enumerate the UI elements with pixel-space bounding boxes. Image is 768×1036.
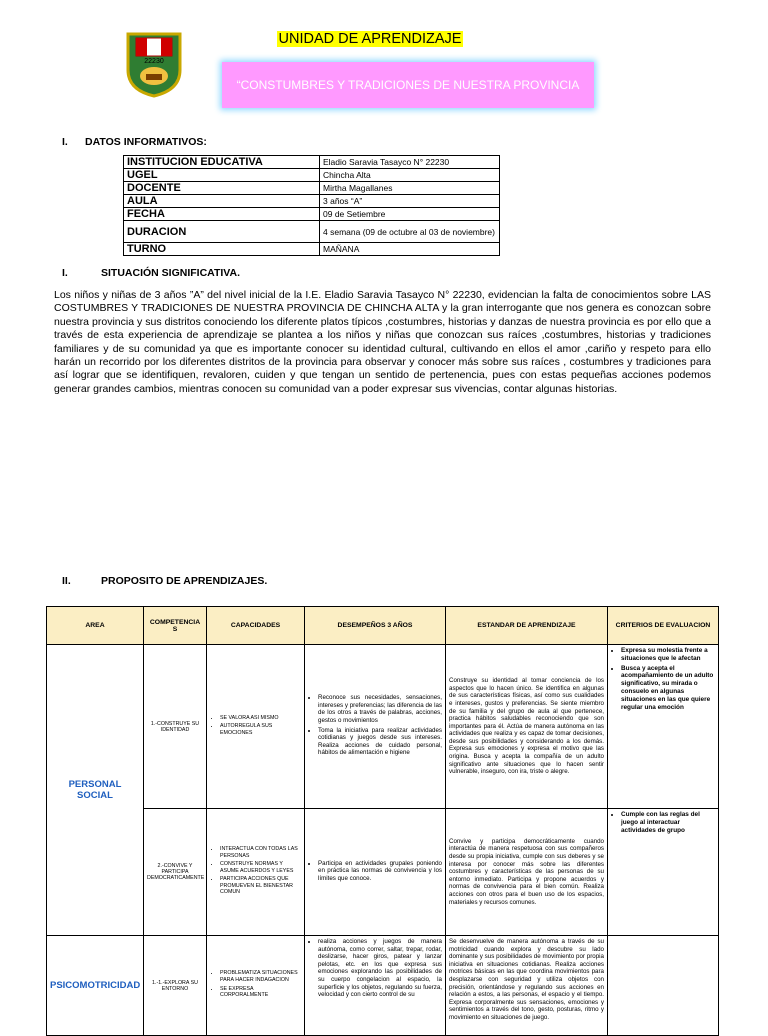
section-number: I. — [62, 267, 68, 279]
datos-value: 3 años “A” — [320, 195, 500, 208]
list-item: • realiza acciones y juegos de manera autónoma, como correr, saltar, trepar, rodar, deslizarse, hacer giros, patear y lanzar pelotas, etc. en los que expresa sus emociones explorando las posibilidades de su cuerpo congelacion al espacio, la superficie y los objetos, regulando su fuerza, velocidad y con cierto control de su — [318, 938, 442, 999]
desempenos-cell — [305, 645, 446, 809]
criterios-cell — [608, 936, 719, 1036]
desempenos-cell — [305, 936, 446, 1036]
table-row — [124, 195, 500, 208]
unit-subtitle-text: “CONSTUMBRES Y TRADICIONES DE NUESTRA PROVINCIA — [236, 78, 580, 92]
section-title: SITUACIÓN SIGNIFICATIVA. — [101, 267, 241, 279]
criterios-cell — [608, 645, 719, 809]
list-item: • Cumple con las reglas del juego al interactuar actividades de grupo — [621, 811, 715, 834]
capacidades-cell — [207, 645, 305, 809]
col-header-competencias: COMPETENCIA S — [144, 607, 207, 645]
desempenos-cell — [305, 809, 446, 936]
competencia-cell: 2.-CONVIVE Y PARTICIPA DEMOCRATICAMENTE — [144, 809, 207, 936]
list-item: • Participa en actividades grupales poniendo en práctica las normas de convivencia y los límites que conoce. — [318, 860, 442, 883]
datos-label: INSTITUCION EDUCATIVA — [124, 156, 320, 169]
datos-value: 4 semana (09 de octubre al 03 de noviembre) — [320, 221, 500, 243]
col-header-desempenos: DESEMPEÑOS 3 AÑOS — [305, 607, 446, 645]
datos-value: 09 de Setiembre — [320, 208, 500, 221]
section-title: DATOS INFORMATIVOS: — [85, 136, 207, 148]
competencia-cell: 1.-CONSTRUYE SU IDENTIDAD — [144, 645, 207, 809]
list-item: • SE VALORA ASI MISMO — [220, 715, 301, 722]
datos-value: Eladio Saravia Tasayco N° 22230 — [320, 156, 500, 169]
area-psicomotricidad: PSICOMOTRICIDAD — [47, 936, 144, 1036]
list-item: • AUTORREGULA SUS EMOCIONES — [220, 723, 301, 736]
datos-value: Chincha Alta — [320, 169, 500, 182]
datos-value: Mirtha Magallanes — [320, 182, 500, 195]
datos-label: UGEL — [124, 169, 320, 182]
list-item: • INTERACTUA CON TODAS LAS PERSONAS — [220, 846, 301, 859]
unit-title — [270, 30, 470, 48]
unit-subtitle-box — [222, 62, 594, 108]
list-item: • Expresa su molestia frente a situaciones que le afectan — [621, 647, 715, 663]
table-header-row — [47, 607, 719, 645]
table-row — [124, 169, 500, 182]
list-item: • SE EXPRESA CORPORALMENTE — [220, 986, 301, 999]
table-row — [124, 243, 500, 256]
estandar-cell: Convive y participa democráticamente cuando interactúa de manera respetuosa con sus compañeros desde su propia iniciativa, cumple con sus deberes y se interesa por conocer más sobre las diferentes costumbres y características de las personas de su entorno inmediato. Participa y propone acuerdos y normas de convivencia para el bien común. Realiza acciones con otros para el buen uso de los espacios, materiales y recursos comunes. — [446, 809, 608, 936]
table-row — [124, 208, 500, 221]
table-row — [47, 936, 719, 1036]
proposito-table — [46, 606, 719, 1036]
datos-table — [123, 155, 500, 256]
unit-title-text: UNIDAD DE APRENDIZAJE — [278, 31, 462, 47]
datos-label: AULA — [124, 195, 320, 208]
datos-value: MAÑANA — [320, 243, 500, 256]
col-header-capacidades: CAPACIDADES — [207, 607, 305, 645]
situacion-paragraph: Los niños y niñas de 3 años ”A” del nivel inicial de la I.E. Eladio Saravia Tasayco N° 22230, evidencian la falta de conocimientos sobre LAS COSTUMBRES Y TRADICIONES DE NUESTRA PROVINCIA DE CHINCHA ALTA y la gran interrogante que nos genera es conozcan sobre nuestra provincia y sus distritos conociendo los diferente platos típicos ,costumbres, historias y danzas de nuestra provincia es por ello que a través de esta experiencia de aprendizaje se plantea a los niños y niñas que conozcan sus raíces ,costumbres, historias y tradiciones familiares y de su comunidad ya que es importante conocer su identidad cultural, cultivando en ellos el amor ,cariño y respeto para ello harán un recorrido por los diferentes distritos de la provincia para observar y conocer más sobre sus raíces , costumbres y tradiciones para así lograr que se identifiquen, revaloren, cuiden y que tengan un sentido de pertenencia, pues con estas pequeñas acciones podemos generar grandes cambios, mientras conocen su comunidad van a poder expresar sus vivencias, contar algunas historias. — [54, 289, 711, 395]
section-title: PROPOSITO DE APRENDIZAJES. — [101, 575, 268, 587]
section-number: II. — [62, 575, 71, 587]
datos-label: DURACION — [124, 221, 320, 243]
col-header-criterios: CRITERIOS DE EVALUACION — [608, 607, 719, 645]
competencia-cell: 1.-1.-EXPLORA SU ENTORNO — [144, 936, 207, 1036]
table-row — [124, 221, 500, 243]
datos-label: FECHA — [124, 208, 320, 221]
col-header-estandar: ESTANDAR DE APRENDIZAJE — [446, 607, 608, 645]
table-row — [47, 645, 719, 809]
list-item: • PARTICIPA ACCIONES QUE PROMUEVEN EL BIENESTAR COMUN — [220, 876, 301, 896]
area-personal-social: PERSONAL SOCIAL — [47, 645, 144, 936]
datos-label: TURNO — [124, 243, 320, 256]
list-item: • Reconoce sus necesidades, sensaciones, intereses y preferencias; las diferencia de las de los otros a través de palabras, acciones, gestos o movimientos — [318, 694, 442, 724]
table-row — [124, 156, 500, 169]
section-number: I. — [62, 136, 68, 148]
capacidades-cell — [207, 936, 305, 1036]
list-item: • CONSTRUYE NORMAS Y ASUME ACUERDOS Y LEYES — [220, 861, 301, 874]
logo-number: 22230 — [144, 58, 164, 65]
school-crest-logo — [126, 30, 182, 98]
list-item: • Busca y acepta el acompañamiento de un adulto significativo, su mirada o consuelo en algunas situaciones en las que quiere regular una emoción — [621, 665, 715, 712]
capacidades-cell — [207, 809, 305, 936]
list-item: • Toma la iniciativa para realizar actividades cotidianas y juegos desde sus intereses. Realiza acciones de cuidado personal, hábitos de alimentación e higiene — [318, 727, 442, 757]
list-item: • PROBLEMATIZA SITUACIONES PARA HACER INDAGACION — [220, 970, 301, 983]
col-header-area: AREA — [47, 607, 144, 645]
table-row — [47, 809, 719, 936]
table-row — [124, 182, 500, 195]
estandar-cell: Construye su identidad al tomar conciencia de los aspectos que lo hacen único. Se identifica en algunas de sus características físicas, así como sus cualidades e intereses, gustos y preferencias. Se siente miembro de su familia y del grupo de aula al que pertenece, practica hábitos saludables reconociendo que son importantes para él. Actúa de manera autónoma en las actividades que realiza y es capaz de tomar decisiones, desde sus posibilidades y considerando a los demás. Expresa sus emociones y expresa el motivo que las origina. Busca y acepta la compañía de un adulto significativo ante situaciones que lo hacen sentir vulnerable, inseguro, con ira, triste o alegre. — [446, 645, 608, 809]
criterios-cell — [608, 809, 719, 936]
datos-label: DOCENTE — [124, 182, 320, 195]
estandar-cell: Se desenvuelve de manera autónoma a través de su motricidad cuando explora y descubre su lado dominante y sus posibilidades de movimiento por propia iniciativa en situaciones cotidianas. Realiza acciones motrices básicas en las que coordina movimientos para desplazarse con seguridad y utiliza objetos con precisión, orientándose y regulando sus acciones en relación a estos, a las personas, el espacio y el tiempo. Expresa corporalmente sus sensaciones, emociones y sentimientos a través del tono, gesto, posturas, ritmo y movimiento en situaciones de juego. — [446, 936, 608, 1036]
